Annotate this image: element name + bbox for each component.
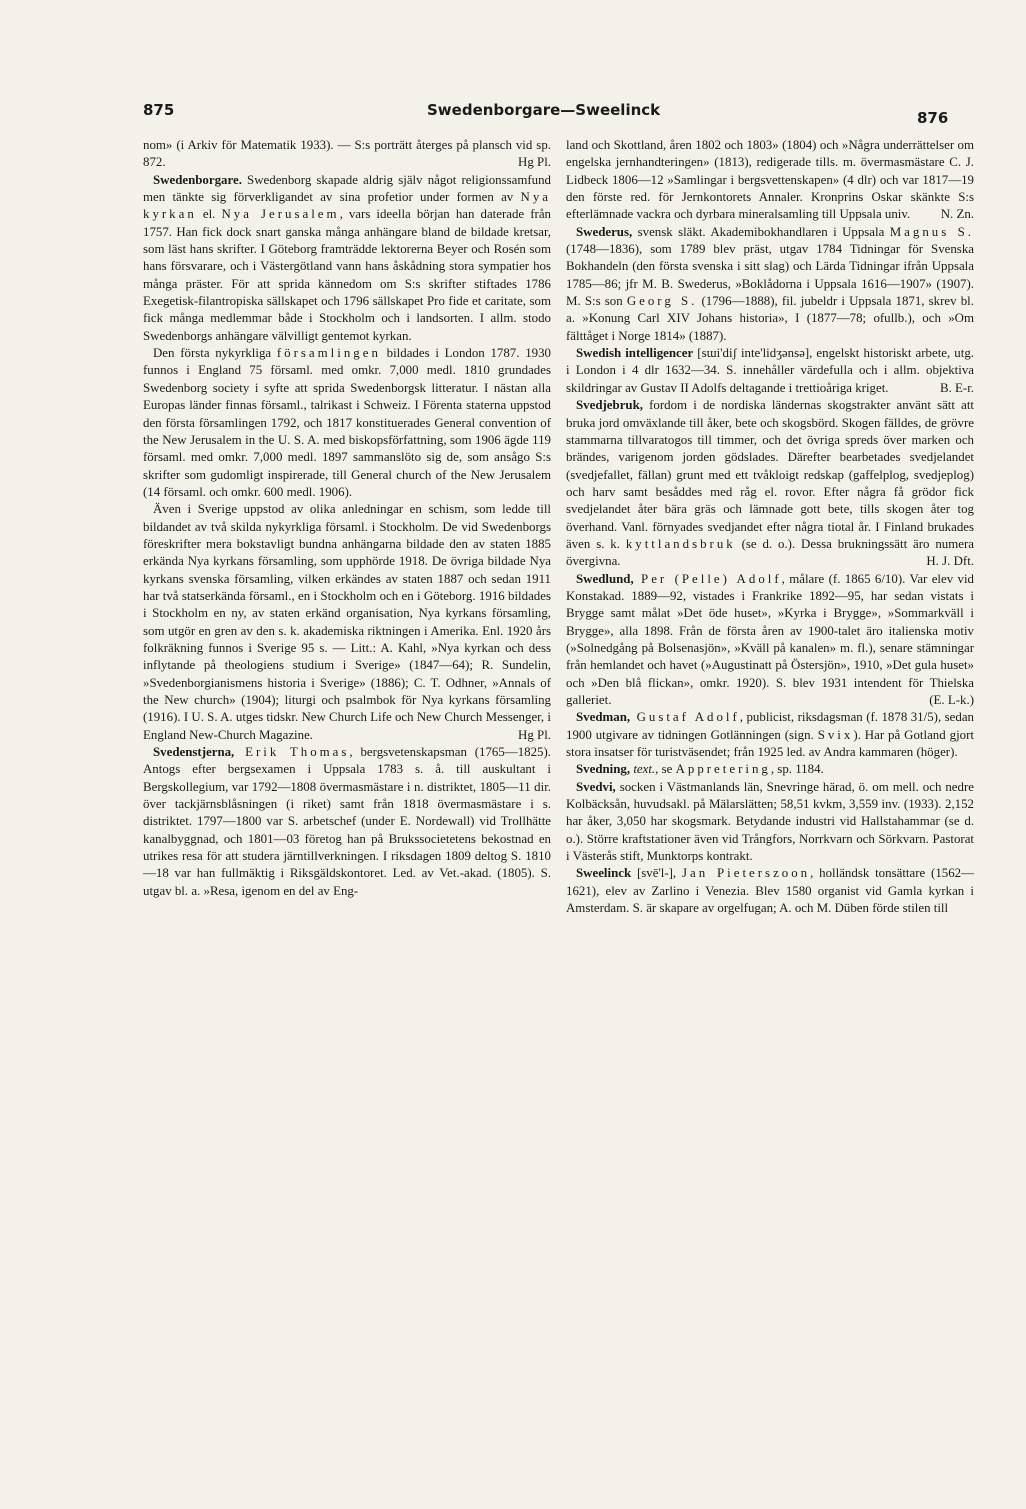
entry-swedlund: Swedlund, Per (Pelle) Adolf, målare (f. 1865 6/10). Var elev vid Konstakad. 1889—92, vistades i Frankrike 1892—95, har sedan vistats i Brygge samt målat »Det öde huset», »Kyrka i Brygge», »Sommarkväll i Brygge», alla 1898. Från de första åren av 1900-talet äro italienska motiv (»Solnedgång på Bolsenasjön», »Kväll på kanalen» m. fl.), senare stämningar från hemlandet och havet (»Augustinatt på Östersjön», 1910, »Det gula huset» och »Den blå flickan», omkr. 1920). S. blev 1931 intendent för Thielska galleriet. (E. L-k.) [566,571,974,710]
entry-continuation: land och Skottland, åren 1802 och 1803» (1804) och »Några underrättelser om engelska jernhandteringen» (1813), redigerade tills. m. övermasmästare C. J. Lidbeck 1806—12 »Samlingar i bergsvettenskapen» (4 dlr) och var 1817—19 den förste red. för Jernkontorets Annaler. Kronprins Oskar skänkte S:s efterlämnade vackra och dyrbara mineralsamling till Uppsala univ. N. Zn. [566,137,974,224]
headword: Swedenborgare. [153,172,242,187]
headword: Swedish intelligencer [576,346,694,361]
headword: Svedning, [576,762,631,777]
author-signature: N. Zn. [940,207,974,222]
page-number-right: 876 [917,109,949,127]
entry-continuation: nom» (i Arkiv för Matematik 1933). — S:s porträtt återges på plansch vid sp. 872. Hg Pl. [143,137,551,172]
paragraph: Den första nykyrkliga församlingen bildades i London 1787. 1930 funnos i England 75 församl. med omkr. 7,000 medl. 1810 grundades Swedenborg society i syfte att sprida Swedenborgsk litteratur. I nästan alla Europas länder finnas församl., talrikast i Schweiz. I Förenta staterna uppstod den första församlingen 1792, och 1817 konstituerades General convention of the New Jerusalem in the U. S. A. med biskopsförfattning, som 1906 ägde 119 församl. med omkr. 7,000 medl. 1897 sammanslöto sig de, som ansågo S:s skrifter som gudomligt inspirerade, till General church of the New Jerusalem (14 församl. och omkr. 600 medl. 1906). [143,346,551,499]
entry-swedish-intelligencer: Swedish intelligencer [sɯi'diʃ inte'lidʒənsə], engelskt historiskt arbete, utg. i London i 4 dlr 1632—34. S. innehåller värdefulla och i allm. objektiva skildringar av Gustav II Adolfs deltagande i trettioåriga kriget. B. E-r. [566,345,974,397]
headword: Svedvi, [576,779,616,794]
headword: Swedlund, [576,571,634,586]
author-signature: Hg Pl. [518,727,551,742]
headword: Sweelinck [576,866,632,881]
entry-svedvi: Svedvi, socken i Västmanlands län, Snevringe härad, ö. om mell. och nedre Kolbäcksån, huvudsakl. på Mälarslätten; 58,51 kvkm, 3,559 inv. (1933). 2,152 har åker, 3,050 har skogsmark. Betydande industri vid Hallstahammar (se d. o.). Större kraftstationer även vid Trångfors, Norrkvarn och Sörkvarn. Pastorat i Västerås stift, Munktorps kontrakt. [566,779,974,864]
running-header: Swedenborgare—Sweelinck [427,101,661,119]
right-column [566,137,974,917]
author-signature: H. J. Dft. [926,554,974,569]
page-number-left: 875 [143,101,175,119]
entry-svedjebruk: Svedjebruk, fordom i de nordiska ländernas skogstrakter använt sätt att bruka jord omväxlande till åker, bete och skogsbörd. Skogen fälldes, de grövre stammarna tillvaratogos till timmer, och det övriga spreds över marken och brändes, varigenom jorden gödslades. Därefter bearbetades svedjelandet (svedjefallet, fällan) grunt med ett tvåkloigt redskap (gaffelplog, svedjeplog) och harv samt besåddes med råg el. rovor. Efter några få grödor fick svedjelandet åter bära gräs och lämnade gott bete, tills skogen åter tog överhand. Vanl. förnyades svedjandet efter några tiotal år. I Finland brukades även s. k. kyttlandsbruk (se d. o.). Dessa brukningssätt äro numera övergivna. H. J. Dft. [566,397,974,570]
entry-sweelinck: Sweelinck [svē'l-], Jan Pieterszoon, holländsk tonsättare (1562—1621), elev av Zarlino i Venezia. Blev 1580 organist vid Gamla kyrkan i Amsterdam. S. är skapare av orgelfugan; A. och M. Düben förde stilen till [566,866,974,916]
left-column [143,137,551,900]
headword: Swederus, [576,224,633,239]
headword: Svedman, [576,710,631,725]
entry-swedenborgare: Swedenborgare. Swedenborg skapade aldrig själv något religionssamfund men tänkte sig förverkligandet av sina profetior under formen av Nya kyrkan el. Nya Jerusalem, vars ideella början han daterade från 1757. Han fick dock snart ganska många anhängare bland de bildade kretsar, som läst hans skrifter. I Göteborg framträdde lektorerna Beyer och Rosén som hans försvarare, och i Västergötland vann hans åskådning stora sympatier hos många präster. För att sprida kännedom om S:s skrifter stiftades 1786 Exegetisk-filantropiska sällskapet och 1796 sällskapet Pro fide et caritate, som fick många medlemmar både i Stockholm och i landsorten. I allm. stodo Swedenborgs anhängare välvilligt gentemot kyrkan. [143,172,551,343]
author-signature: B. E-r. [939,380,974,395]
headword: Svedjebruk, [576,398,643,413]
entry-svedenstjerna: Svedenstjerna, Erik Thomas, bergsvetenskapsman (1765—1825). Antogs efter bergsexamen i Uppsala 1783 s. å. till auskultant i Bergskollegium, var 1792—1808 övermasmästare i n. distriktet, 1805—11 dir. över tackjärnsblåsningen (i riket) samt från 1818 övermasmästare i s. distriktet. 1797—1800 var S. arbetschef (under E. Nordewall) vid Trollhätte kanalbyggnad, och 1801—03 företog han på Brukssocietetens bekostnad en utrikes resa för att studera järntillverkningen. I riksdagen 1809 deltog S. 1810—18 var han fullmäktig i Riksgäldskontoret. Led. av Vet.-akad. (1805). S. utgav bl. a. »Resa, igenom en del av Eng- [143,745,551,898]
entry-swederus: Swederus, svensk släkt. Akademibokhandlaren i Uppsala Magnus S. (1748—1836), som 1789 blev präst, utgav 1784 Tidningar för Svenska Bokhandeln (den första svenska i sitt slag) och Lärda Tidningar ifrån Uppsala 1785—86; jfr M. B. Swederus, »Boklådorna i Uppsala 1616—1907» (1907). M. S:s son Georg S. (1796—1888), fil. jubeldr i Uppsala 1871, skrev bl. a. »Konung Carl XIV Johans historia», I (1877—78; ofullb.), och »Om fälttåget i Norge 1814» (1887). [566,224,974,343]
entry-svedman: Svedman, Gustaf Adolf, publicist, riksdagsman (f. 1878 31/5), sedan 1900 utgivare av tidningen Gotlänningen (sign. Svix). Har på Gotland gjort stora insatser för turistväsendet; från 1925 led. av Andra kammaren (höger). [566,710,974,760]
author-signature: (E. L-k.) [929,693,974,707]
author-signature: Hg Pl. [518,155,551,170]
headword: Svedenstjerna, [153,745,235,760]
paragraph: Även i Sverige uppstod av olika anledningar en schism, som ledde till bildandet av två skilda nykyrkliga församl. i Stockholm. De vid Swedenborgs föreskrifter mera bokstavligt bundna anhängarna bildade den av staten 1885 erkända Nya kyrkans församling, som upphörde 1918. De övriga bildade Nya kyrkans svenska församling, vilken erkändes av staten 1887 och sedan 1911 har två statserkända församl., en i Stockholm och en i Göteborg. 1916 bildades i Stockholm en ny, av staten erkänd organisation, Nya kyrkans församling, som utgör en gren av den s. k. akademiska riktningen i Amerika. Enl. 1920 års folkräkning funnos i Sverige 95 s. — Litt.: A. Kahl, »Nya kyrkan och dess inflytande på theologiens studium i Sverige» (1847—64); R. Sundelin, »Svedenborgianismens historia i Sverige» (1886); C. T. Odhner, »Annals of the New church» (1904); liturgi och psalmbok för Nya kyrkans församling (1916). I U. S. A. utges tidskr. New Church Life och New Church Messenger, i England New-Church Magazine. Hg Pl. [143,501,551,744]
entry-svedning: Svedning, text., se Appretering, sp. 1184. [576,762,824,777]
